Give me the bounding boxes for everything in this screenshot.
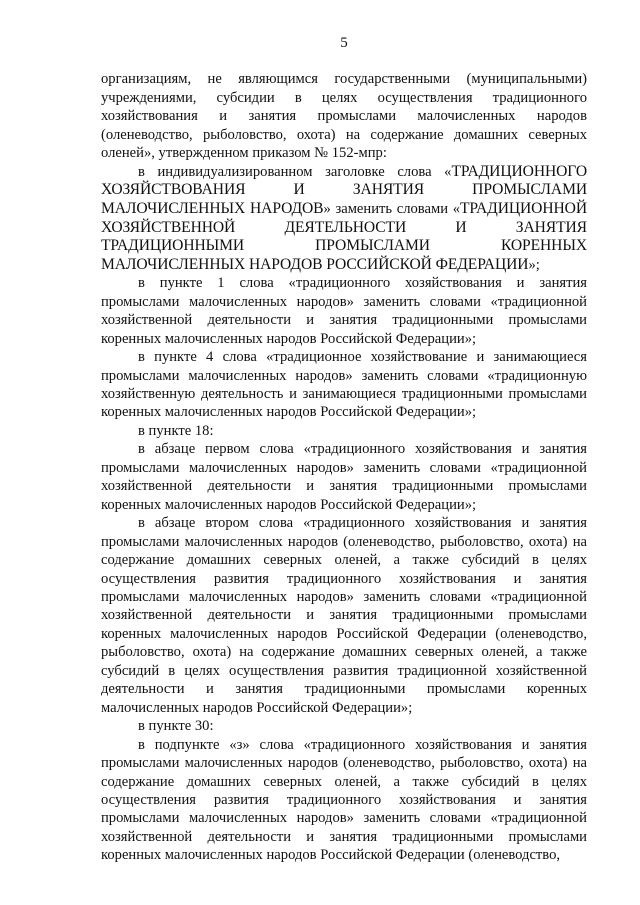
heading-replacement-end: »; [528, 256, 540, 273]
paragraph-heading-replacement [101, 163, 587, 275]
paragraph-point-30-subpoint-z: в подпункте «з» слова «традиционного хозяйствования и занятия промыслами малочисленных народов (оленеводство, рыболовство, охота) на содержание домашних северных оленей, а также субсидий в целях осуществления развития традиционного хозяйствования и занятия промыслами малочисленных народов» заменить словами «традиционной хозяйственной деятельности и занятия традиционными промыслами коренных малочисленных народов Российской Федерации (оленеводство, [101, 736, 587, 864]
paragraph-order-title-continuation: организациям, не являющимся государственными (муниципальными) учреждениями, субсидии в целях осуществления традиционного хозяйствования и занятия промыслами малочисленных народов (оленеводство, рыболовство, охота) на содержание домашних северных оленей», утвержденном приказом № 152-мпр: [101, 71, 587, 162]
paragraph-point-18-second-abzac: в абзаце втором слова «традиционного хозяйствования и занятия промыслами малочисленных народов (оленеводство, рыболовство, охота) на содержание домашних северных оленей, а также субсидий в целях осуществления развития традиционного хозяйствования и занятия промыслами малочисленных народов» заменить словами «традиционной хозяйственной деятельности и занятия традиционными промыслами коренных малочисленных народов Российской Федерации (оленеводство, рыболовство, охота) на содержание домашних северных оленей, а также субсидий в целях осуществления развития традиционной хозяйственной деятельности и занятия традиционными промыслами коренных малочисленных народов Российской Федерации»; [101, 515, 587, 716]
paragraph-point-1: в пункте 1 слова «традиционного хозяйствования и занятия промыслами малочисленных народов» заменить словами «традиционной хозяйственной деятельности и занятия традиционными промыслами коренных малочисленных народов Российской Федерации»; [101, 275, 587, 347]
paragraph-point-18: в пункте 18: [138, 422, 214, 439]
new-heading-caps: ТРАДИЦИОННОЙ ХОЗЯЙСТВЕННОЙ ДЕЯТЕЛЬНОСТИ И ЗАНЯТИЯ ТРАДИЦИОННЫМИ ПРОМЫСЛАМИ КОРЕННЫХ МАЛОЧИСЛЕННЫХ НАРОДОВ РОССИЙСКОЙ ФЕДЕРАЦИИ [101, 199, 587, 273]
heading-replacement-intro: в индивидуализированном заголовке слова « [138, 163, 452, 180]
paragraph-point-4: в пункте 4 слова «традиционное хозяйствование и занимающиеся промыслами малочисленных народов» заменить словами «традиционную хозяйственную деятельность и занимающиеся традиционными промыслами коренных малочисленных народов Российской Федерации»; [101, 349, 587, 421]
heading-replacement-middle: » заменить словами « [323, 200, 460, 217]
document-page [101, 34, 587, 865]
old-heading-caps: ТРАДИЦИОННОГО ХОЗЯЙСТВОВАНИЯ И ЗАНЯТИЯ ПРОМЫСЛАМИ МАЛОЧИСЛЕННЫХ НАРОДОВ [101, 162, 587, 217]
paragraph-point-18-first-abzac: в абзаце первом слова «традиционного хозяйствования и занятия промыслами малочисленных народов» заменить словами «традиционной хозяйственной деятельности и занятия традиционными промыслами коренных малочисленных народов Российской Федерации»; [101, 441, 587, 513]
paragraph-point-30: в пункте 30: [138, 718, 214, 735]
page-number: 5 [340, 35, 348, 51]
